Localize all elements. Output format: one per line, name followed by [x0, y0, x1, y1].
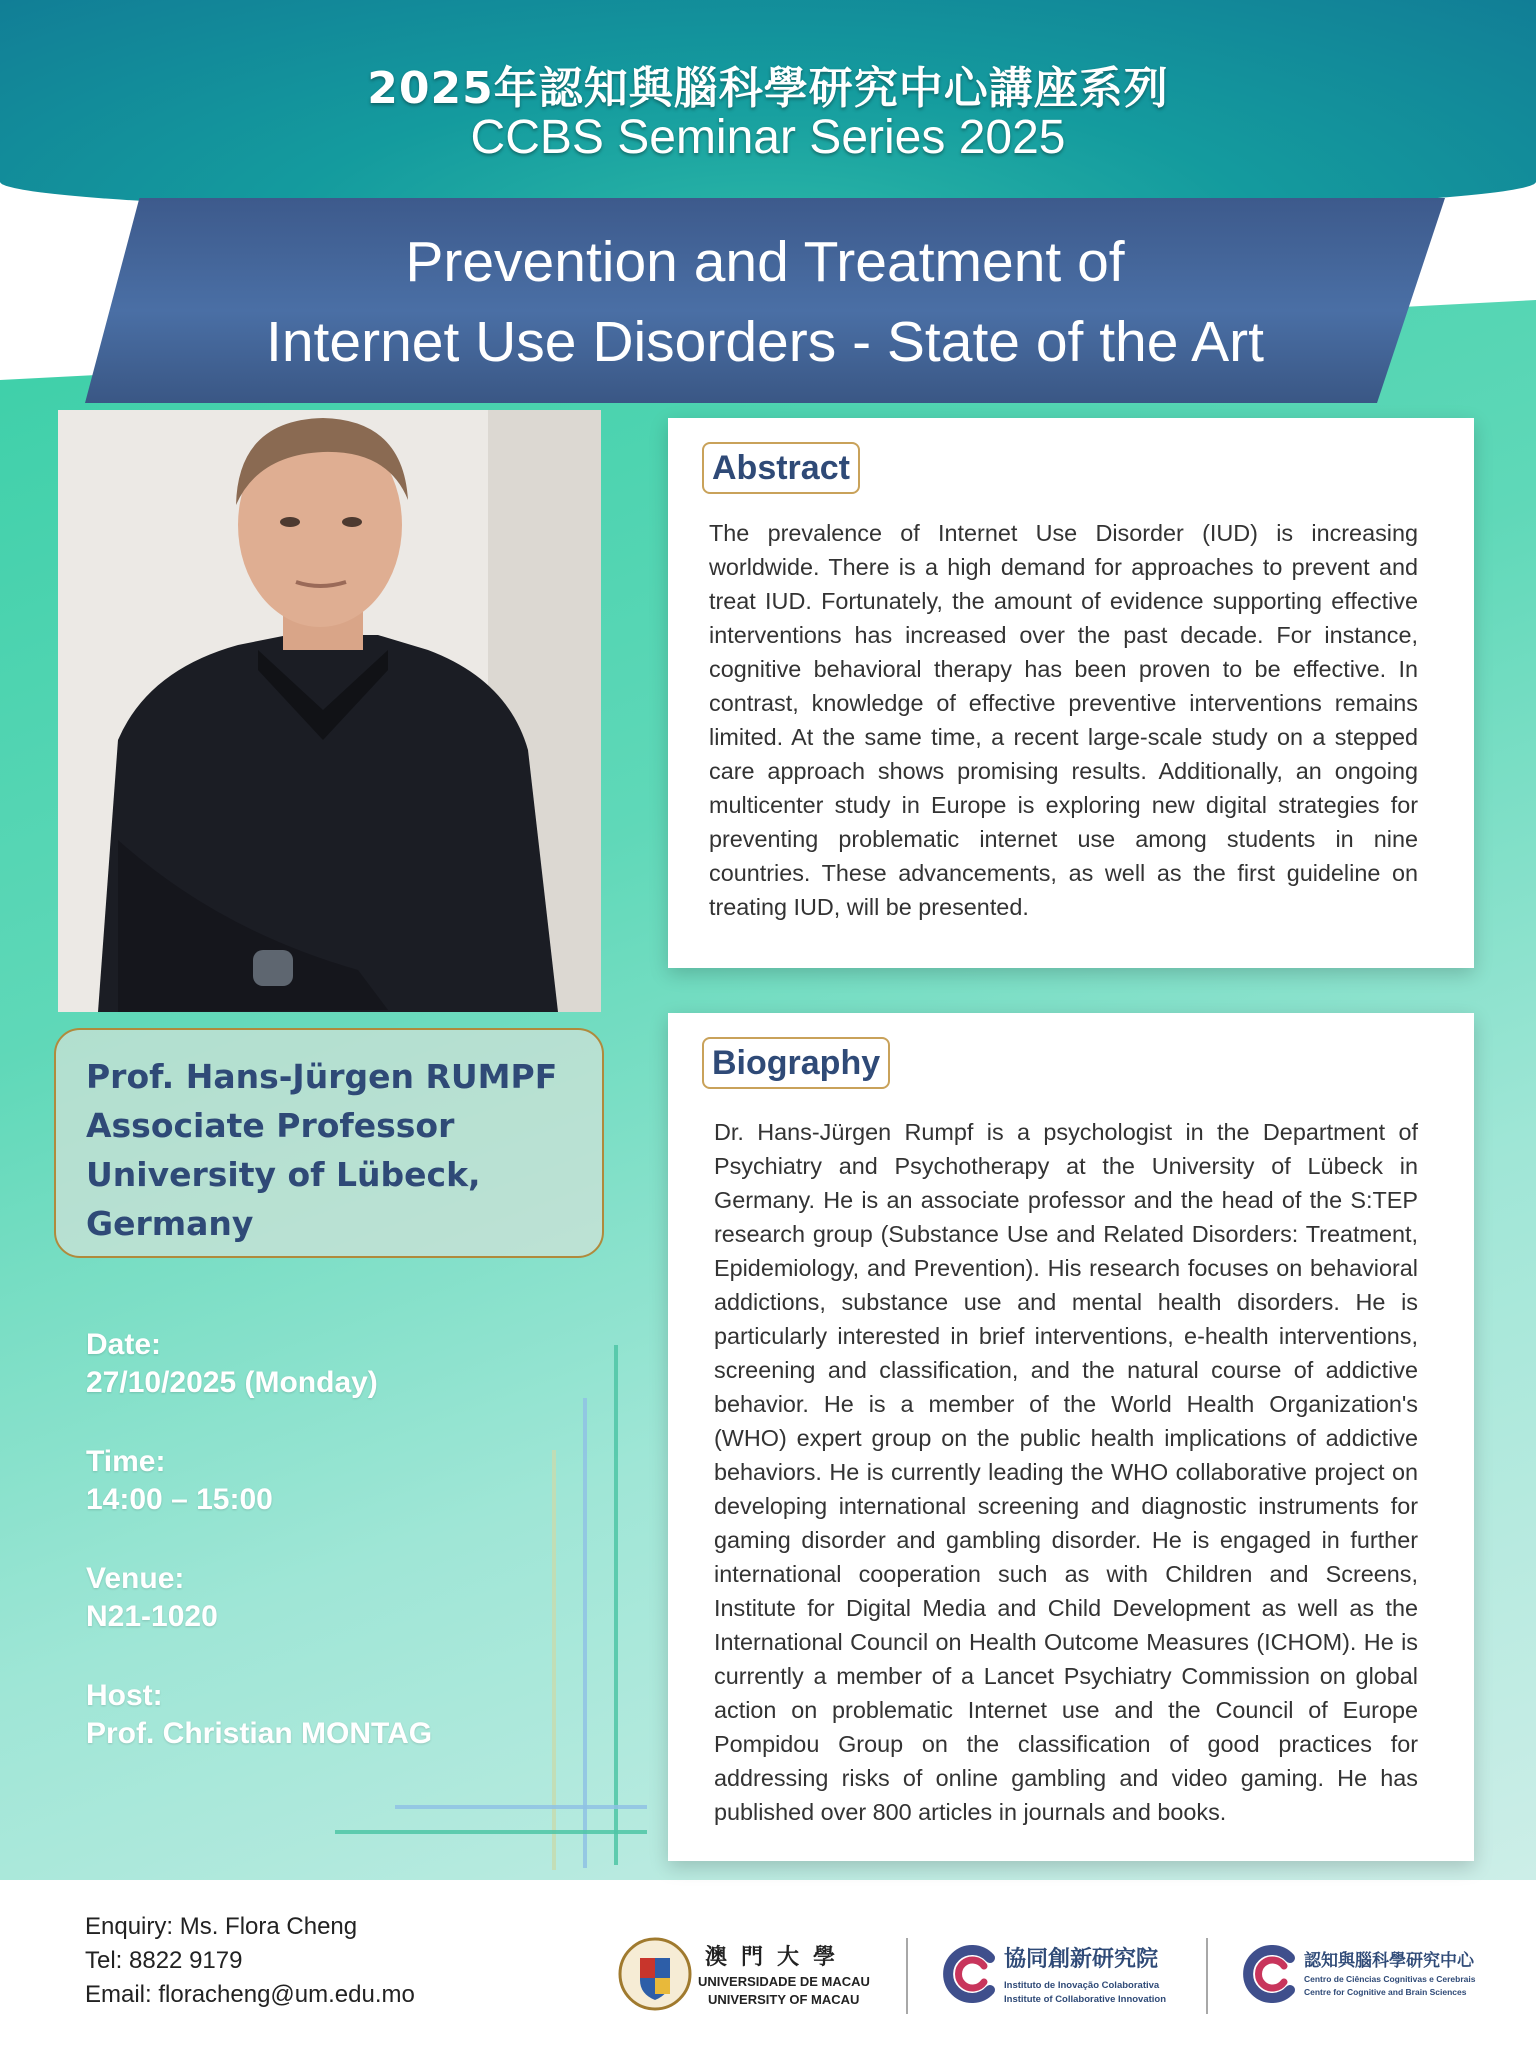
ccbs-portuguese-name: Centro de Ciências Cognitivas e Cerebrais [1304, 1974, 1476, 1984]
venue-label: Venue: [86, 1562, 185, 1595]
host-block [86, 1677, 536, 1753]
um-chinese-name: 澳門大學 [705, 1944, 850, 1970]
um-crest-icon [618, 1934, 692, 2014]
series-title-english: CCBS Seminar Series 2025 [470, 111, 1066, 164]
abstract-text: The prevalence of Internet Use Disorder (IUD) is increasing worldwide. There is a high demand for approaches to prevent and treat IUD. Fortunately, the amount of evidence supporting effective interventions has increased over the past decade. For instance, cognitive behavioral therapy has been proven to be effective. In contrast, knowledge of effective preventive interventions remains limited. At the same time, a recent large-scale study on a stepped care approach shows promising results. Additionally, an ongoing multicenter study in Europe is exploring new digital strategies for preventing problematic internet use among students in nine countries. These advancements, as well as the first guideline on treating IUD, will be presented. [709, 520, 1418, 920]
um-english-name: UNIVERSITY OF MACAU [708, 1992, 860, 2007]
speaker-position: Associate Professor [86, 1106, 455, 1145]
time-value: 14:00 – 15:00 [86, 1483, 273, 1516]
ccbs-logo [1240, 1930, 1500, 2020]
ccbs-english-name: Centre for Cognitive and Brain Sciences [1304, 1987, 1467, 1997]
ici-logo [940, 1930, 1200, 2020]
speaker-country: Germany [86, 1204, 254, 1243]
institution-logos [610, 1930, 1500, 2020]
event-details [86, 1326, 536, 1794]
ccbs-emblem-icon [1240, 1944, 1298, 2004]
ici-chinese-name: 協同創新研究院 [1004, 1947, 1159, 1972]
biography-heading: Biography [702, 1037, 890, 1089]
decorative-line [583, 1398, 587, 1868]
university-of-macau-logo [610, 1930, 890, 2020]
um-portuguese-name: UNIVERSIDADE DE MACAU [698, 1974, 870, 1989]
enquiry-name: Enquiry: Ms. Flora Cheng [85, 1913, 358, 1940]
biography-text: Dr. Hans-Jürgen Rumpf is a psychologist in the Department of Psychiatry and Psychotherapy at the University of Lübeck in Germany. He is an associate professor and the head of the S:TEP research group (Substance Use and Related Disorders: Treatment, Epidemiology, and Prevention). His research focuses on behavioral addictions, substance use and mental health disorders. He is particularly interested in brief interventions, e-health interventions, screening and classification, and the natural course of addictive behavior. He is a member of the World Health Organization's (WHO) expert group on the public health implications of addictive behaviors. He is currently leading the WHO collaborative project on developing international screening and diagnostic instruments for gaming disorder and gambling disorder. He is engaged in further international cooperation such as with Children and Screens, Institute for Digital Media and Child Development as well as the International Council on Health Outcome Measures (ICHOM). He is currently a member of a Lancet Psychiatry Commission on global action on problematic Internet use and the Council of Europe Pompidou Group on the classification of good practices for addressing risks of online gambling and video gaming. He has published over 800 articles in journals and books. [714, 1119, 1418, 1825]
talk-title-line-1: Prevention and Treatment of [405, 230, 1125, 294]
decorative-line [335, 1830, 647, 1834]
decorative-line [614, 1345, 618, 1865]
ici-portuguese-name: Instituto de Inovação Colaborativa [1004, 1980, 1160, 1991]
ccbs-chinese-name: 認知與腦科學研究中心 [1304, 1951, 1474, 1971]
date-block [86, 1326, 536, 1402]
date-label: Date: [86, 1328, 162, 1361]
speaker-affiliation: University of Lübeck, [86, 1155, 481, 1194]
speaker-photo [58, 410, 601, 1012]
logo-separator [906, 1938, 908, 2014]
venue-value: N21-1020 [86, 1600, 218, 1633]
abstract-panel [668, 418, 1474, 968]
talk-title [85, 222, 1445, 382]
logo-separator [1206, 1938, 1208, 2014]
time-label: Time: [86, 1445, 166, 1478]
ici-emblem-icon [940, 1944, 998, 2004]
enquiry-email: Email: floracheng@um.edu.mo [85, 1981, 415, 2008]
host-label: Host: [86, 1679, 163, 1712]
speaker-info-card [54, 1028, 604, 1258]
abstract-heading: Abstract [702, 442, 860, 494]
series-title-chinese: 2025年認知與腦科學研究中心講座系列 [367, 63, 1169, 114]
time-block [86, 1443, 536, 1519]
speaker-portrait-icon [58, 410, 601, 1012]
enquiry-contact [85, 1910, 415, 2012]
ici-english-name: Institute of Collaborative Innovation [1004, 1994, 1167, 2005]
speaker-name: Prof. Hans-Jürgen RUMPF [86, 1057, 558, 1096]
decorative-line [395, 1805, 647, 1809]
venue-block [86, 1560, 536, 1636]
date-value: 27/10/2025 (Monday) [86, 1366, 378, 1399]
host-value: Prof. Christian MONTAG [86, 1717, 433, 1750]
biography-panel [668, 1013, 1474, 1861]
enquiry-tel: Tel: 8822 9179 [85, 1947, 243, 1974]
talk-title-line-2: Internet Use Disorders - State of the Art [266, 310, 1264, 374]
